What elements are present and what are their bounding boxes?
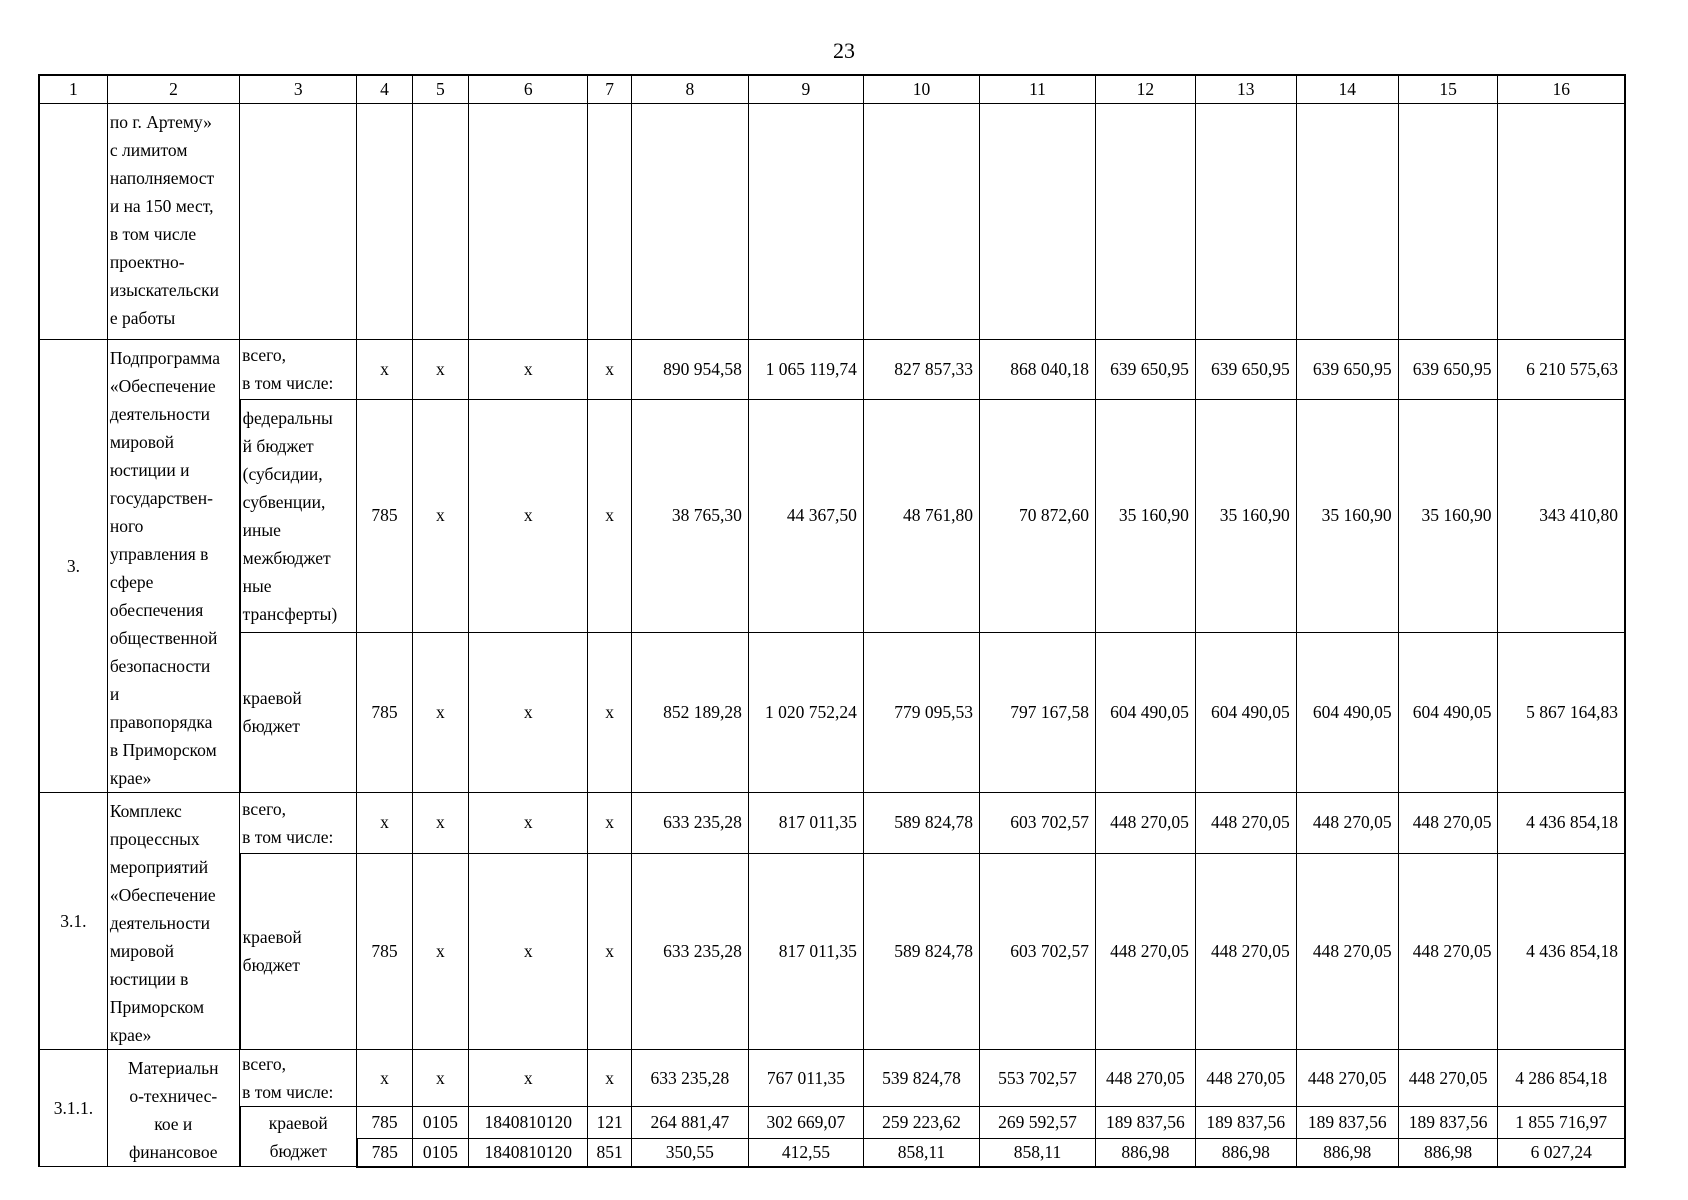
amount-cell: 767 011,35 xyxy=(748,1050,863,1107)
complex-3-1 xyxy=(39,793,1625,1050)
code-cell: 1840810120 xyxy=(469,1107,588,1139)
amount-cell: 264 881,47 xyxy=(631,1107,748,1139)
amount-cell: 589 824,78 xyxy=(863,853,979,1049)
amount-cell: 604 490,05 xyxy=(1096,632,1196,792)
amount-cell: 448 270,05 xyxy=(1195,793,1296,854)
row-number-cell: 3.1. xyxy=(39,793,107,1050)
amount-cell: 448 270,05 xyxy=(1296,1050,1398,1107)
event-3-1-1 xyxy=(39,1050,1625,1167)
amount-cell: 779 095,53 xyxy=(863,632,979,792)
amount-cell: 5 867 164,83 xyxy=(1498,632,1625,792)
row-number-cell: 3.1.1. xyxy=(39,1050,107,1167)
amount-cell: 35 160,90 xyxy=(1195,399,1296,632)
amount-cell: 6 027,24 xyxy=(1498,1138,1625,1167)
code-cell: 785 xyxy=(357,1107,412,1139)
amount-cell: 448 270,05 xyxy=(1195,853,1296,1049)
amount-cell: 1 020 752,24 xyxy=(748,632,863,792)
amount-cell: 35 160,90 xyxy=(1096,399,1196,632)
funding-source-cell: краевой бюджет xyxy=(240,632,357,792)
funding-source-cell: краевой бюджет xyxy=(240,1107,357,1167)
amount-cell: 639 650,95 xyxy=(1398,340,1498,400)
header-row xyxy=(39,75,1625,104)
amount-cell: 553 702,57 xyxy=(979,1050,1095,1107)
row-number-cell: 3. xyxy=(39,340,107,793)
code-cell: x xyxy=(469,1050,588,1107)
amount-cell: 633 235,28 xyxy=(631,1050,748,1107)
amount-cell: 858,11 xyxy=(979,1138,1095,1167)
code-cell: x xyxy=(588,793,631,854)
funding-source-cell: всего, в том числе: xyxy=(240,1050,357,1107)
table-row xyxy=(39,104,1625,340)
amount-cell: 48 761,80 xyxy=(863,399,979,632)
code-cell: x xyxy=(357,1050,412,1107)
column-header: 14 xyxy=(1296,75,1398,104)
amount-cell: 633 235,28 xyxy=(631,853,748,1049)
amount-cell: 886,98 xyxy=(1096,1138,1196,1167)
column-header: 11 xyxy=(979,75,1095,104)
table-row xyxy=(39,632,1625,792)
table-row xyxy=(39,1107,1625,1139)
column-header: 2 xyxy=(107,75,239,104)
amount-cell: 589 824,78 xyxy=(863,793,979,854)
code-cell: 121 xyxy=(588,1107,631,1139)
code-cell: x xyxy=(469,340,588,400)
amount-cell: 350,55 xyxy=(631,1138,748,1167)
code-cell: x xyxy=(357,340,412,400)
code-cell: x xyxy=(412,340,468,400)
amount-cell: 639 650,95 xyxy=(1195,340,1296,400)
amount-cell: 412,55 xyxy=(748,1138,863,1167)
column-header: 7 xyxy=(588,75,631,104)
amount-cell: 38 765,30 xyxy=(631,399,748,632)
amount-cell: 448 270,05 xyxy=(1296,793,1398,854)
amount-cell: 189 837,56 xyxy=(1096,1107,1196,1139)
amount-cell: 189 837,56 xyxy=(1296,1107,1398,1139)
amount-cell: 604 490,05 xyxy=(1296,632,1398,792)
amount-cell: 639 650,95 xyxy=(1096,340,1196,400)
amount-cell: 817 011,35 xyxy=(748,853,863,1049)
amount-cell: 448 270,05 xyxy=(1195,1050,1296,1107)
amount-cell: 6 210 575,63 xyxy=(1498,340,1625,400)
amount-cell: 1 065 119,74 xyxy=(748,340,863,400)
amount-cell: 4 436 854,18 xyxy=(1498,853,1625,1049)
amount-cell: 886,98 xyxy=(1398,1138,1498,1167)
amount-cell: 448 270,05 xyxy=(1096,853,1196,1049)
amount-cell: 603 702,57 xyxy=(979,793,1095,854)
code-cell: x xyxy=(588,853,631,1049)
column-header: 13 xyxy=(1195,75,1296,104)
amount-cell: 603 702,57 xyxy=(979,853,1095,1049)
amount-cell: 890 954,58 xyxy=(631,340,748,400)
amount-cell: 35 160,90 xyxy=(1398,399,1498,632)
code-cell: 1840810120 xyxy=(469,1138,588,1167)
column-header: 10 xyxy=(863,75,979,104)
code-cell: 785 xyxy=(357,632,412,792)
code-cell: x xyxy=(588,340,631,400)
program-name-cell: Материальн о-техничес- кое и финансовое xyxy=(107,1050,239,1167)
amount-cell: 448 270,05 xyxy=(1096,793,1196,854)
amount-cell: 448 270,05 xyxy=(1296,853,1398,1049)
program-name-cell: по г. Артему» с лимитом наполняемост и на 150 мест, в том числе проектно- изыскательски е работы xyxy=(107,104,239,340)
amount-cell: 189 837,56 xyxy=(1398,1107,1498,1139)
amount-cell: 259 223,62 xyxy=(863,1107,979,1139)
column-header: 12 xyxy=(1096,75,1196,104)
code-cell: x xyxy=(469,632,588,792)
table-row xyxy=(39,853,1625,1049)
table-row xyxy=(39,793,1625,854)
code-cell: x xyxy=(412,399,468,632)
code-cell: x xyxy=(412,632,468,792)
amount-cell: 4 436 854,18 xyxy=(1498,793,1625,854)
code-cell: x xyxy=(357,793,412,854)
amount-cell: 868 040,18 xyxy=(979,340,1095,400)
code-cell: x xyxy=(588,632,631,792)
amount-cell: 539 824,78 xyxy=(863,1050,979,1107)
amount-cell: 1 855 716,97 xyxy=(1498,1107,1625,1139)
amount-cell: 70 872,60 xyxy=(979,399,1095,632)
table-row xyxy=(39,399,1625,632)
funding-source-cell: федеральны й бюджет (субсидии, субвенции, иные межбюджет ные трансферты) xyxy=(240,399,357,632)
amount-cell: 35 160,90 xyxy=(1296,399,1398,632)
amount-cell: 448 270,05 xyxy=(1096,1050,1196,1107)
code-cell: 785 xyxy=(357,399,412,632)
code-cell: 851 xyxy=(588,1138,631,1167)
amount-cell: 639 650,95 xyxy=(1296,340,1398,400)
amount-cell: 886,98 xyxy=(1195,1138,1296,1167)
amount-cell: 448 270,05 xyxy=(1398,1050,1498,1107)
amount-cell: 852 189,28 xyxy=(631,632,748,792)
table-row xyxy=(39,340,1625,400)
code-cell: x xyxy=(469,793,588,854)
program-name-cell: Комплекс процессных мероприятий «Обеспечение деятельности мировой юстиции в Приморском крае» xyxy=(107,793,239,1050)
code-cell: 0105 xyxy=(412,1138,468,1167)
table-row xyxy=(39,1050,1625,1107)
code-cell: x xyxy=(588,399,631,632)
funding-source-cell: всего, в том числе: xyxy=(240,340,357,400)
code-cell: x xyxy=(412,793,468,854)
amount-cell: 797 167,58 xyxy=(979,632,1095,792)
code-cell: 785 xyxy=(357,853,412,1049)
column-header: 5 xyxy=(412,75,468,104)
column-header: 8 xyxy=(631,75,748,104)
program-name-cell: Подпрограмма «Обеспечение деятельности мировой юстиции и государствен- ного управления в сфере обеспечения общественной безопасности и правопорядка в Приморском крае» xyxy=(107,340,239,793)
amount-cell: 886,98 xyxy=(1296,1138,1398,1167)
funding-source-cell: краевой бюджет xyxy=(240,853,357,1049)
amount-cell: 302 669,07 xyxy=(748,1107,863,1139)
amount-cell: 448 270,05 xyxy=(1398,853,1498,1049)
amount-cell: 44 367,50 xyxy=(748,399,863,632)
code-cell: x xyxy=(588,1050,631,1107)
amount-cell: 4 286 854,18 xyxy=(1498,1050,1625,1107)
code-cell: 785 xyxy=(357,1138,412,1167)
column-header: 15 xyxy=(1398,75,1498,104)
column-header: 4 xyxy=(357,75,412,104)
amount-cell: 633 235,28 xyxy=(631,793,748,854)
column-header: 9 xyxy=(748,75,863,104)
funding-source-cell: всего, в том числе: xyxy=(240,793,357,854)
amount-cell: 604 490,05 xyxy=(1398,632,1498,792)
column-header: 1 xyxy=(39,75,107,104)
code-cell: 0105 xyxy=(412,1107,468,1139)
amount-cell: 817 011,35 xyxy=(748,793,863,854)
amount-cell: 269 592,57 xyxy=(979,1107,1095,1139)
amount-cell: 858,11 xyxy=(863,1138,979,1167)
amount-cell: 448 270,05 xyxy=(1398,793,1498,854)
code-cell: x xyxy=(412,1050,468,1107)
code-cell: x xyxy=(412,853,468,1049)
column-header: 16 xyxy=(1498,75,1625,104)
budget-table xyxy=(38,74,1626,1168)
subprogram-3 xyxy=(39,340,1625,793)
amount-cell: 604 490,05 xyxy=(1195,632,1296,792)
amount-cell: 827 857,33 xyxy=(863,340,979,400)
code-cell: x xyxy=(469,853,588,1049)
code-cell: x xyxy=(469,399,588,632)
amount-cell: 343 410,80 xyxy=(1498,399,1625,632)
page-number: 23 xyxy=(833,38,855,63)
column-header: 3 xyxy=(240,75,357,104)
amount-cell: 189 837,56 xyxy=(1195,1107,1296,1139)
column-header: 6 xyxy=(469,75,588,104)
